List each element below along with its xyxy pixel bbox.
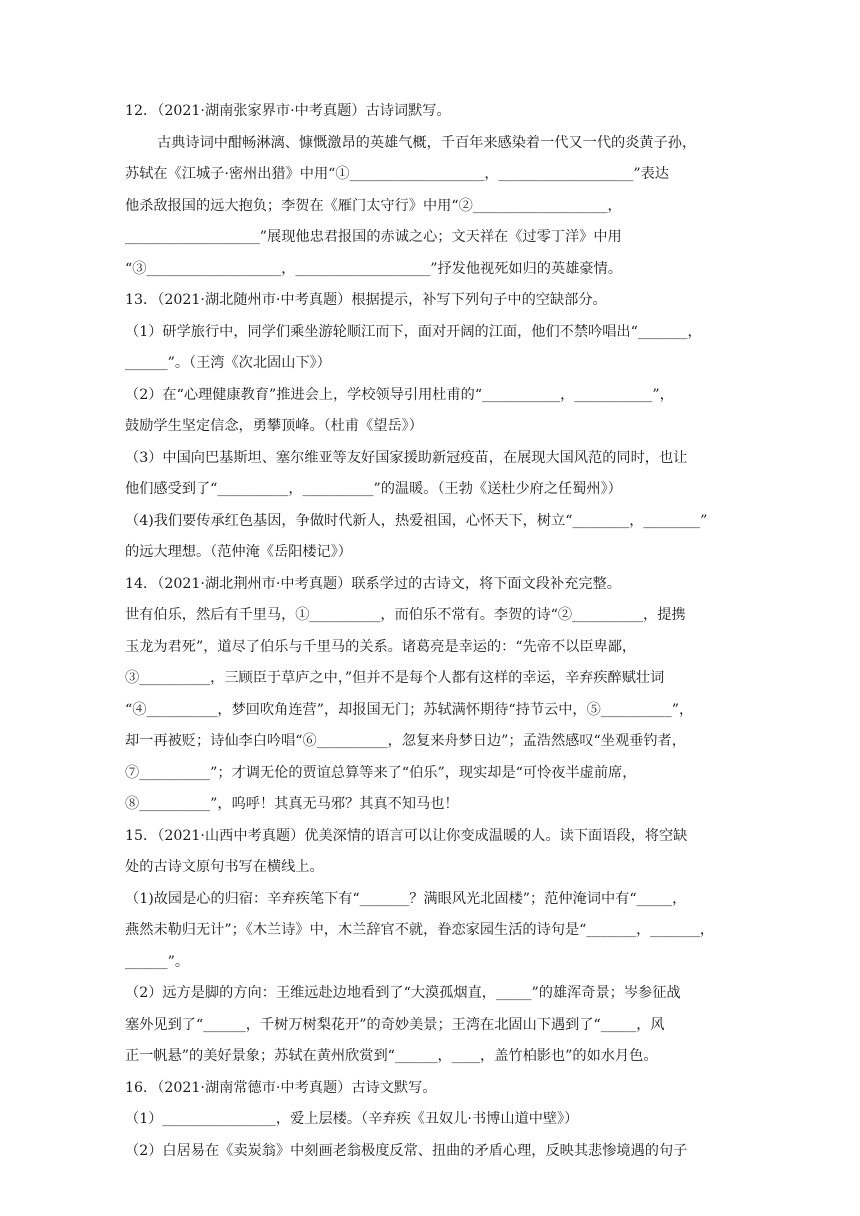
question-12-text-line-2: 苏轼在《江城子·密州出猎》中用“①___________________，___________________”表达	[125, 166, 669, 182]
question-16-heading: 16．（2021·湖南常德市·中考真题）古诗文默写。	[125, 1080, 437, 1096]
question-14-text-line-5: 却一再被贬；诗仙李白吟唱“⑥__________，忽复来舟梦日边”；孟浩然感叹“坐观垂钓者，	[125, 733, 686, 749]
question-13-item-3-line-1: （3）中国向巴基斯坦、塞尔维亚等友好国家援助新冠疫苗，在展现大国风范的同时，也让	[125, 450, 688, 466]
question-14-text-line-3: ③__________，三顾臣于草庐之中，”但并不是每个人都有这样的幸运，辛弃疾醉赋壮词	[125, 670, 665, 686]
question-12-heading: 12．（2021·湖南张家界市·中考真题）古诗词默写。	[125, 103, 451, 119]
question-15-item-2-line-1: （2）远方是脚的方向：王维远赴边地看到了“大漠孤烟直，_____”的雄浑奇景；岑参征战	[125, 985, 681, 1001]
question-14-text-line-2: 玉龙为君死”，道尽了伯乐与千里马的关系。诸葛亮是幸运的：“先帝不以臣卑鄙，	[125, 639, 637, 655]
question-15-item-2-line-3: 正一帆悬”的美好景象；苏轼在黄州欣赏到“______，____，盖竹柏影也”的如水月色。	[125, 1048, 658, 1064]
question-14-text-line-7: ⑧__________”，呜呼！其真无马邪？其真不知马也！	[125, 796, 459, 812]
question-14-text-line-4: “④__________，梦回吹角连营”，却报国无门；苏轼满怀期待“持节云中，⑤__________”，	[125, 702, 694, 718]
question-13-item-4-line-2: 的远大理想。（范仲淹《岳阳楼记》）	[125, 544, 352, 560]
question-14-heading: 14．（2021·湖北荆州市·中考真题）联系学过的古诗文，将下面文段补充完整。	[125, 576, 621, 592]
question-15-item-2-line-2: 塞外见到了“______，千树万树梨花开”的奇妙美景；王湾在北固山下遇到了“_____，风	[125, 1017, 665, 1033]
question-16-item-2-line-1: （2）白居易在《卖炭翁》中刻画老翁极度反常、扭曲的矛盾心理，反映其悲惨境遇的句子	[125, 1143, 688, 1159]
question-16-item-1: （1）________________，爱上层楼。（辛弃疾《丑奴儿·书博山道中壁》）	[125, 1111, 579, 1127]
question-12-text-line-5: “③___________________，___________________”抒发他视死如归的英雄豪情。	[125, 261, 622, 277]
question-13-heading: 13．（2021·湖北随州市·中考真题）根据提示，补写下列句子中的空缺部分。	[125, 292, 607, 308]
question-13-item-2-line-2: 鼓励学生坚定信念，勇攀顶峰。（杜甫《望岳》）	[125, 418, 423, 434]
question-15-heading-line-1: 15．（2021·山西中考真题）优美深情的语言可以让你变成温暖的人。读下面语段，将空缺	[125, 828, 688, 844]
question-15-item-1-line-3: ______”。	[125, 954, 190, 970]
question-13-item-3-line-2: 他们感受到了“__________，__________”的温暖。（王勃《送杜少府之任蜀州》）	[125, 481, 622, 497]
question-15-item-1-line-2: 燕然未勒归无计”；《木兰诗》中，木兰辞官不就，眷恋家园生活的诗句是“_______，_______，	[125, 922, 715, 938]
question-12-text-line-3: 他杀敌报国的远大抱负；李贺在《雁门太守行》中用“②___________________，	[125, 198, 622, 214]
question-14-text-line-1: 世有伯乐，然后有千里马，①__________，而伯乐不常有。李贺的诗“②__________，提携	[125, 607, 686, 623]
question-13-item-2-line-1: （2）在“心理健康教育”推进会上，学校领导引用杜甫的“___________，___________”，	[125, 387, 674, 403]
question-12-text-line-1: 古典诗词中酣畅淋漓、慷慨激昂的英雄气概，千百年来感染着一代又一代的炎黄子孙，	[157, 135, 697, 151]
question-12-text-line-4: ___________________”展现他忠君报国的赤诚之心；文天祥在《过零丁洋》中用	[125, 229, 622, 245]
question-13-item-1-line-2: ______”。（王湾《次北固山下》）	[125, 355, 331, 371]
question-13-item-1-line-1: （1）研学旅行中，同学们乘坐游轮顺江而下，面对开阔的江面，他们不禁吟唱出“_______，	[125, 324, 702, 340]
question-15-heading-line-2: 处的古诗文原句书写在横线上。	[125, 859, 324, 875]
question-14-text-line-6: ⑦__________”；才调无伦的贾谊总算等来了“伯乐”，现实却是“可怜夜半虚前席，	[125, 765, 637, 781]
question-15-item-1-line-1: （1)故园是心的归宿：辛弃疾笔下有“_______？满眼风光北固楼”；范仲淹词中有“_____，	[125, 891, 687, 907]
question-13-item-4-line-1: （4)我们要传承红色基因，争做时代新人，热爱祖国，心怀天下，树立“________，________”	[125, 513, 708, 529]
